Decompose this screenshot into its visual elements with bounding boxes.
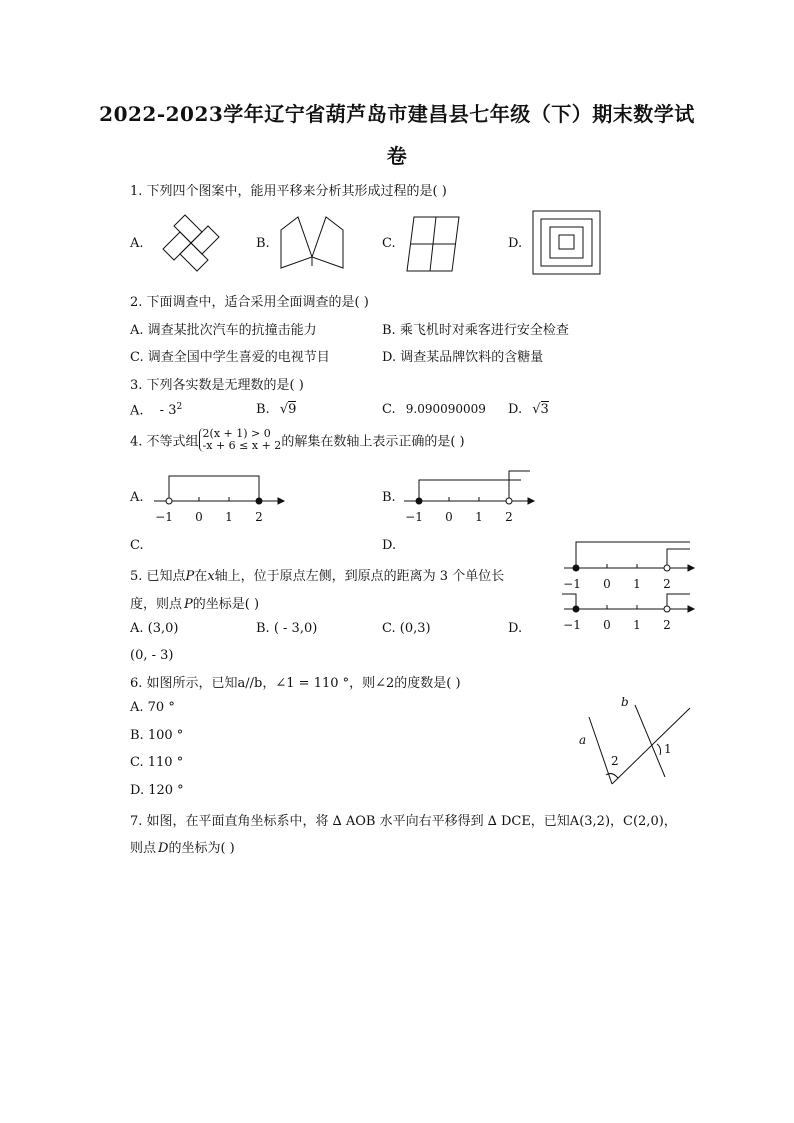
q4-b-tick-0: 0 bbox=[445, 510, 453, 524]
q5-stem2-a: 度，则点 bbox=[130, 597, 183, 612]
q4-inequality-2: -x + 6 ≤ x + 2 bbox=[202, 439, 282, 452]
q4-c-tick-neg1: −1 bbox=[563, 577, 581, 591]
q5-option-d-label: D. bbox=[508, 621, 523, 636]
q6-figure bbox=[570, 685, 695, 790]
q4-d-tick-neg1: −1 bbox=[563, 618, 581, 632]
q7-stem-line2 bbox=[130, 837, 235, 856]
q5-var-p: P bbox=[185, 569, 195, 584]
q1-figure-c bbox=[404, 214, 462, 274]
q4-option-a-label: A. bbox=[130, 490, 144, 505]
q3-option-a-exponent: 2 bbox=[176, 402, 183, 412]
q3-option-c-label: C. bbox=[382, 402, 396, 417]
q3-option-c-value: 9.090090009 bbox=[405, 402, 486, 416]
q6-label-angle1: 1 bbox=[664, 742, 672, 756]
q5-stem1-a: 5. 已知点 bbox=[130, 569, 186, 584]
q1-stem: 1. 下列四个图案中，能用平移来分析其形成过程的是( ) bbox=[130, 184, 447, 199]
q4-stem-pre: 4. 不等式组 bbox=[130, 434, 199, 450]
q4-d-tick-2: 2 bbox=[663, 618, 671, 632]
q4-b-tick-2: 2 bbox=[505, 510, 513, 524]
q4-d-tick-0: 0 bbox=[603, 618, 611, 632]
q4-c-tick-1: 1 bbox=[633, 577, 641, 591]
q3-option-a-label: A. bbox=[130, 403, 144, 419]
q4-stem-post: 的解集在数轴上表示正确的是( ) bbox=[281, 434, 465, 450]
q4-b-tick-1: 1 bbox=[475, 510, 483, 524]
q2-option-d: D. 调查某品牌饮料的含糖量 bbox=[382, 350, 544, 365]
q6-option-b: B. 100 ° bbox=[130, 728, 184, 743]
q3-option-b-label: B. bbox=[256, 402, 270, 417]
q4-c-tick-0: 0 bbox=[603, 577, 611, 591]
q4-a-tick-neg1: −1 bbox=[155, 510, 173, 524]
q4-b-tick-neg1: −1 bbox=[405, 510, 423, 524]
q5-stem1-c: 轴上，位于原点左侧，到原点的距离为 3 个单位长 bbox=[214, 569, 505, 584]
q6-label-a: a bbox=[579, 733, 587, 747]
q5-stem1-b: 在 bbox=[194, 569, 208, 584]
q1-figure-d bbox=[532, 210, 602, 276]
q5-stem2-b: 的坐标是( ) bbox=[192, 597, 260, 612]
q1-option-c-label: C. bbox=[382, 236, 396, 251]
q7-stem2-b: 的坐标为( ) bbox=[168, 841, 235, 856]
q6-label-angle2: 2 bbox=[611, 754, 619, 768]
q4-number-line-b bbox=[400, 468, 535, 526]
q5-option-d-value: (0, - 3) bbox=[130, 648, 174, 663]
q3-option-a bbox=[130, 402, 182, 418]
q4-option-c-label: C. bbox=[130, 538, 144, 553]
q1-option-a-label: A. bbox=[130, 236, 144, 251]
q4-c-tick-2: 2 bbox=[663, 577, 671, 591]
q4-number-line-c bbox=[560, 536, 695, 592]
q5-option-a: A. (3,0) bbox=[130, 621, 179, 636]
q4-d-tick-1: 1 bbox=[633, 618, 641, 632]
q6-label-b: b bbox=[621, 695, 629, 709]
q7-stem2-a: 则点 bbox=[130, 841, 157, 856]
q5-option-b: B. ( - 3,0) bbox=[256, 621, 318, 636]
q4-inequality-system bbox=[199, 428, 282, 452]
q7-stem-line1: 7. 如图，在平面直角坐标系中，将 ∆ AOB 水平向右平移得到 ∆ DCE，已知A(3,2)，C(2,0)， bbox=[130, 814, 677, 829]
q1-option-d-label: D. bbox=[508, 236, 523, 251]
q1-figure-a bbox=[155, 212, 227, 278]
q2-option-a: A. 调查某批次汽车的抗撞击能力 bbox=[130, 323, 317, 338]
q7-var-d: D bbox=[158, 841, 169, 856]
q4-a-tick-1: 1 bbox=[225, 510, 233, 524]
q3-option-b-value: 9 bbox=[288, 402, 297, 417]
q6-option-a: A. 70 ° bbox=[130, 700, 175, 715]
q5-stem-line1 bbox=[130, 565, 504, 584]
q4-number-line-d bbox=[560, 588, 695, 636]
q4-inequality-1: 2(x + 1) > 0 bbox=[202, 427, 271, 440]
q2-option-b: B. 乘飞机时对乘客进行安全检查 bbox=[382, 323, 569, 338]
sqrt-icon: √ bbox=[279, 402, 289, 417]
q1-option-b-label: B. bbox=[256, 236, 270, 251]
q2-stem: 2. 下面调查中，适合采用全面调查的是( ) bbox=[130, 295, 369, 310]
q6-stem: 6. 如图所示，已知a//b，∠1 = 110 °，则∠2的度数是( ) bbox=[130, 676, 461, 691]
exam-title-line2: 卷 bbox=[386, 144, 408, 168]
exam-title-line1: 2022-2023学年辽宁省葫芦岛市建昌县七年级（下）期末数学试 bbox=[99, 102, 695, 126]
q4-a-tick-2: 2 bbox=[255, 510, 263, 524]
q5-option-c: C. (0,3) bbox=[382, 621, 431, 636]
q6-option-c: C. 110 ° bbox=[130, 755, 184, 770]
q5-var-p2: P bbox=[184, 597, 193, 612]
q3-option-a-value: - 3 bbox=[159, 403, 177, 419]
q4-number-line-a bbox=[150, 468, 285, 526]
q4-option-d-label: D. bbox=[382, 538, 397, 553]
q3-option-d bbox=[508, 402, 549, 417]
q3-option-c bbox=[382, 402, 486, 417]
q3-option-d-value: 3 bbox=[540, 402, 549, 417]
q3-option-d-label: D. bbox=[508, 402, 523, 417]
q4-a-tick-0: 0 bbox=[195, 510, 203, 524]
q4-stem bbox=[130, 428, 465, 452]
q3-option-b bbox=[256, 402, 296, 417]
q3-stem: 3. 下列各实数是无理数的是( ) bbox=[130, 378, 304, 393]
q2-option-c: C. 调查全国中学生喜爱的电视节目 bbox=[130, 350, 330, 365]
sqrt-icon: √ bbox=[532, 402, 541, 417]
q5-var-x: x bbox=[207, 569, 215, 584]
q5-stem-line2 bbox=[130, 593, 259, 612]
q1-figure-b bbox=[278, 214, 346, 270]
q6-option-d: D. 120 ° bbox=[130, 783, 184, 798]
q4-option-b-label: B. bbox=[382, 490, 396, 505]
